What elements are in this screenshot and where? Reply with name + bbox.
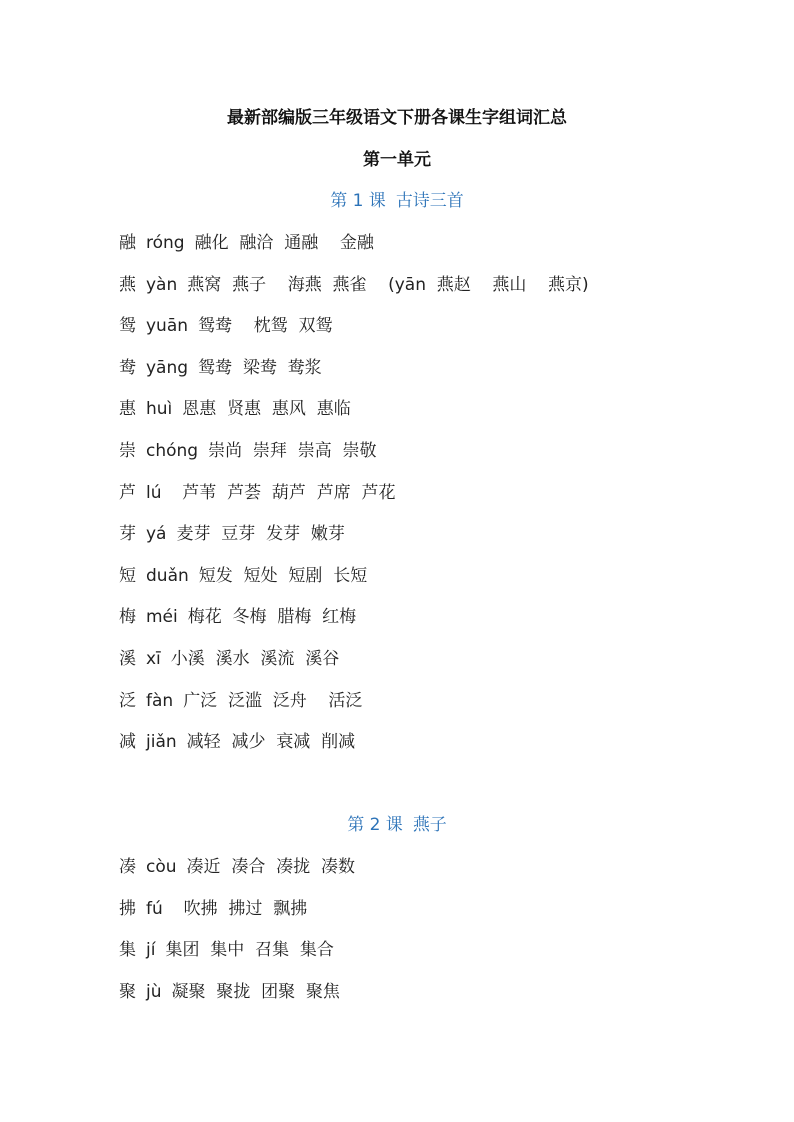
lesson-name: 燕子 xyxy=(412,815,447,835)
vocab-entry xyxy=(119,687,589,729)
character: 芽 xyxy=(119,524,136,545)
word-group: 凝聚 聚拢 团聚 聚焦 xyxy=(171,981,340,1002)
pinyin: fú xyxy=(146,898,163,919)
character: 惠 xyxy=(119,399,136,420)
character: 鸳 xyxy=(119,316,136,337)
vocab-entry xyxy=(119,229,589,271)
vocab-entry xyxy=(119,853,355,895)
vocab-entry xyxy=(119,978,355,1020)
vocab-entry xyxy=(119,520,589,562)
vocab-entry xyxy=(119,936,355,978)
word-group: 芦苇 芦荟 葫芦 芦席 芦花 xyxy=(171,482,396,503)
word-group: 恩惠 贤惠 惠风 惠临 xyxy=(182,399,351,420)
vocab-entry xyxy=(119,271,589,313)
vocab-entry xyxy=(119,645,589,687)
character: 燕 xyxy=(119,274,136,295)
document-title: 最新部编版三年级语文下册各课生字组词汇总 xyxy=(227,108,567,128)
word-group: 凑近 凑合 凑拢 凑数 xyxy=(186,857,355,877)
unit-title: 第一单元 xyxy=(363,150,431,170)
word-group: 鸳鸯 枕鸳 双鸳 xyxy=(198,316,333,337)
word-group: 广泛 泛滥 泛舟 活泛 xyxy=(183,690,363,711)
vocab-entry xyxy=(119,437,589,479)
vocab-entry xyxy=(119,895,355,937)
lesson-2-word-list xyxy=(119,853,355,1019)
pinyin: huì xyxy=(146,399,173,420)
lesson-1-title xyxy=(0,187,794,215)
vocab-entry xyxy=(119,562,589,604)
pinyin: yāng xyxy=(146,357,189,378)
pinyin: xī xyxy=(146,648,161,669)
character: 凑 xyxy=(119,857,136,877)
character: 拂 xyxy=(119,898,136,919)
word-group: 麦芽 豆芽 发芽 嫩芽 xyxy=(176,524,345,545)
pinyin: chóng xyxy=(146,440,199,461)
pinyin: yàn xyxy=(146,274,178,295)
word-group: 崇尚 崇拜 崇高 崇敬 xyxy=(208,440,377,461)
pinyin: duǎn xyxy=(146,565,189,586)
vocab-entry xyxy=(119,395,589,437)
word-group: 小溪 溪水 溪流 溪谷 xyxy=(170,648,340,669)
vocab-entry xyxy=(119,728,589,770)
word-group: 集团 集中 召集 集合 xyxy=(165,940,334,961)
vocab-entry xyxy=(119,603,589,645)
pinyin: róng xyxy=(146,233,185,253)
character: 聚 xyxy=(119,981,136,1002)
lesson-1-word-list xyxy=(119,229,589,770)
character: 减 xyxy=(119,732,136,753)
character: 崇 xyxy=(119,440,136,461)
pinyin: yá xyxy=(146,524,167,545)
character: 泛 xyxy=(119,690,136,711)
word-group: 减轻 减少 衰减 削减 xyxy=(186,732,356,753)
pinyin: méi xyxy=(146,607,178,628)
pinyin: jí xyxy=(146,940,156,961)
character: 鸯 xyxy=(119,357,136,378)
vocab-entry xyxy=(119,354,589,396)
word-group: 融化 融洽 通融 金融 xyxy=(194,233,374,253)
lesson-number: 第 1 课 xyxy=(330,191,386,211)
pinyin: fàn xyxy=(146,690,174,711)
word-group: 鸳鸯 梁鸯 鸯浆 xyxy=(198,357,322,378)
character: 短 xyxy=(119,565,136,586)
pinyin: còu xyxy=(146,857,177,877)
character: 芦 xyxy=(119,482,136,503)
character: 溪 xyxy=(119,648,136,669)
lesson-number: 第 2 课 xyxy=(347,815,403,835)
character: 融 xyxy=(119,233,136,253)
pinyin: lú xyxy=(146,482,162,503)
word-group: 吹拂 拂过 飘拂 xyxy=(172,898,308,919)
character: 集 xyxy=(119,940,136,961)
vocab-entry xyxy=(119,479,589,521)
lesson-2-title xyxy=(0,811,794,839)
pinyin: yuān xyxy=(146,316,189,337)
vocab-entry xyxy=(119,312,589,354)
character: 梅 xyxy=(119,607,136,628)
word-group: 短发 短处 短剧 长短 xyxy=(198,565,368,586)
pinyin: jù xyxy=(146,981,162,1002)
word-group: 梅花 冬梅 腊梅 红梅 xyxy=(187,607,357,628)
pinyin: jiǎn xyxy=(146,732,177,753)
word-group: 燕窝 燕子 海燕 燕雀 (yān 燕赵 燕山 燕京) xyxy=(187,274,589,295)
lesson-name: 古诗三首 xyxy=(395,191,464,211)
